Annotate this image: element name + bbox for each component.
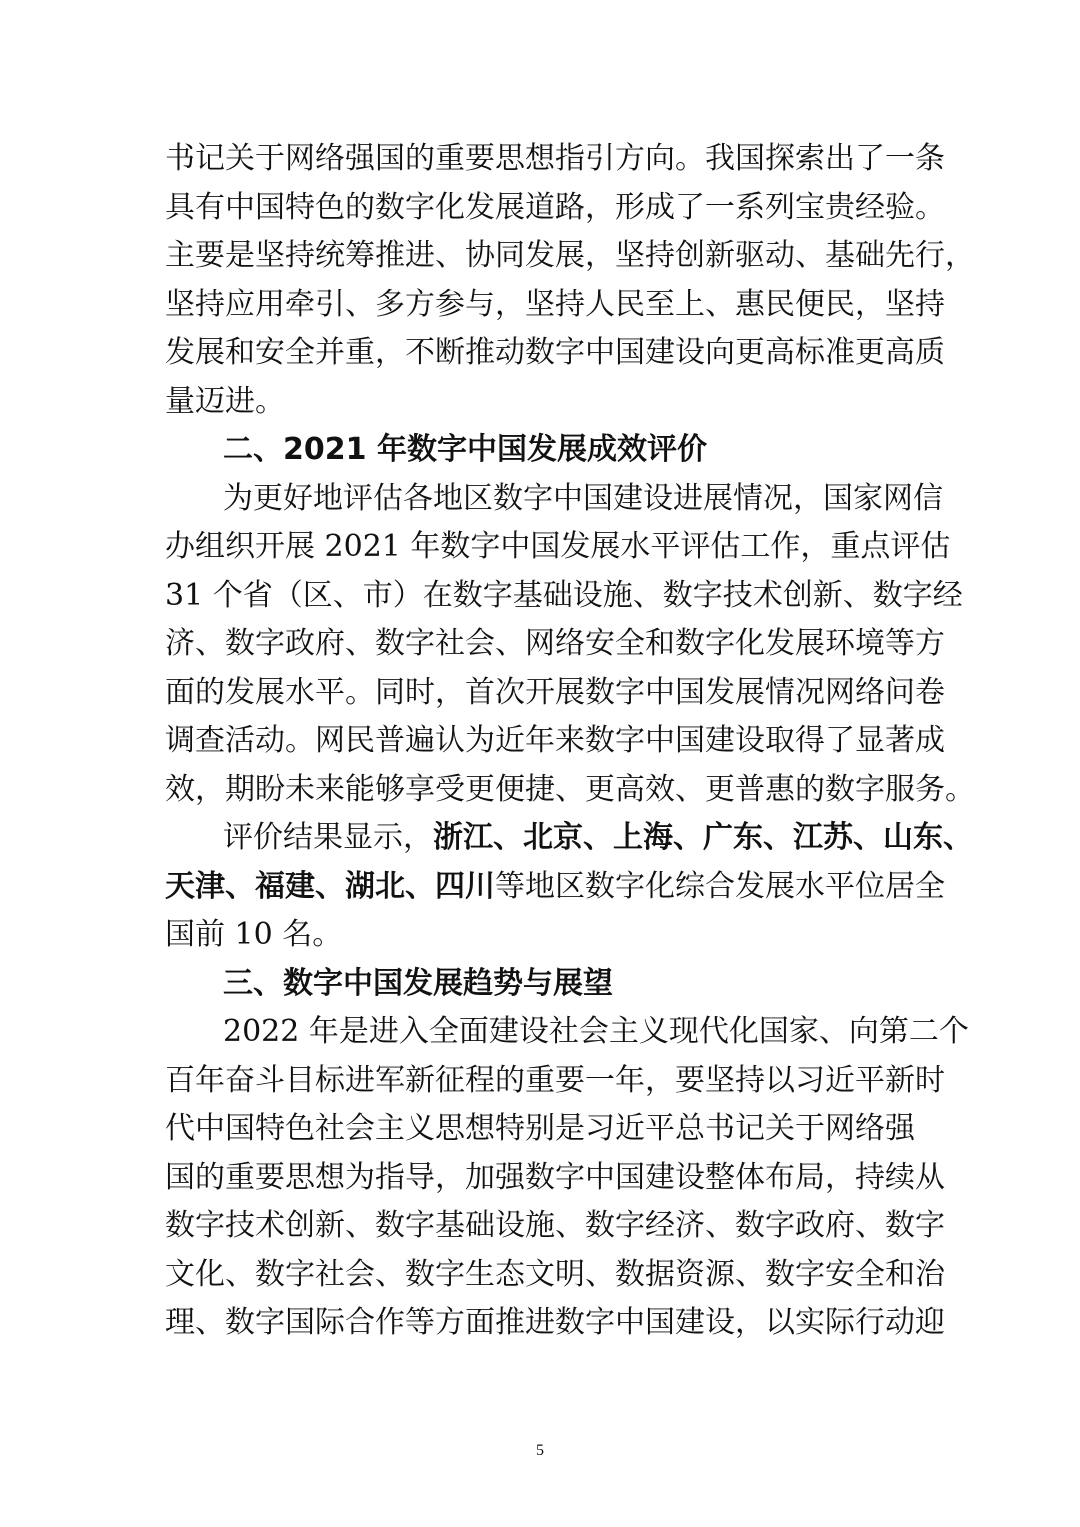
top-regions-list: 天津、福建、湖北、四川 bbox=[165, 868, 495, 904]
text-line: 文化、数字社会、数字生态文明、数据资源、数字安全和治 bbox=[165, 1256, 945, 1292]
paragraph-evaluation bbox=[165, 475, 975, 815]
page-number: 5 bbox=[536, 1442, 544, 1459]
section-heading-2021-evaluation: 二、2021 年数字中国发展成效评价 bbox=[223, 432, 707, 467]
text-line: 国前 10 名。 bbox=[165, 917, 343, 952]
result-text: 等地区数字化综合发展水平位居全 bbox=[495, 868, 945, 904]
text-line: 理、数字国际合作等方面推进数字中国建设，以实际行动迎 bbox=[165, 1305, 945, 1340]
text-line: 书记关于网络强国的重要思想指引方向。我国探索出了一条 bbox=[165, 141, 945, 176]
text-line: 发展和安全并重，不断推动数字中国建设向更高标准更高质 bbox=[165, 335, 945, 370]
text-line: 数字技术创新、数字基础设施、数字经济、数字政府、数字 bbox=[165, 1208, 945, 1243]
text-line: 面的发展水平。同时，首次开展数字中国发展情况网络问卷 bbox=[165, 674, 945, 710]
text-line: 代中国特色社会主义思想特别是习近平总书记关于网络强 bbox=[165, 1111, 915, 1146]
text-line bbox=[165, 814, 973, 863]
text-line: 济、数字政府、数字社会、网络安全和数字化发展环境等方 bbox=[165, 626, 945, 661]
paragraph-intro bbox=[165, 135, 975, 426]
text-line: 百年奋斗目标进军新征程的重要一年，要坚持以习近平新时 bbox=[165, 1062, 945, 1098]
text-line: 量迈进。 bbox=[165, 383, 285, 419]
paragraph-outlook bbox=[165, 1008, 969, 1348]
text-line: 效，期盼未来能够享受更便捷、更高效、更普惠的数字服务。 bbox=[165, 771, 975, 807]
result-intro-text: 评价结果显示， bbox=[223, 820, 433, 855]
section-heading-trends: 三、数字中国发展趋势与展望 bbox=[223, 965, 613, 1001]
document-body bbox=[165, 135, 975, 1348]
text-line: 具有中国特色的数字化发展道路，形成了一系列宝贵经验。 bbox=[165, 189, 945, 225]
text-line: 办组织开展 2021 年数字中国发展水平评估工作，重点评估 bbox=[165, 529, 951, 564]
text-line bbox=[165, 863, 945, 912]
text-line: 31 个省（区、市）在数字基础设施、数字技术创新、数字经 bbox=[165, 577, 963, 613]
text-line: 主要是坚持统筹推进、协同发展，坚持创新驱动、基础先行， bbox=[165, 238, 975, 273]
text-line: 为更好地评估各地区数字中国建设进展情况，国家网信 bbox=[223, 480, 943, 516]
text-line: 坚持应用牵引、多方参与，坚持人民至上、惠民便民，坚持 bbox=[165, 286, 945, 322]
paragraph-ranking-result bbox=[165, 814, 973, 960]
text-line: 2022 年是进入全面建设社会主义现代化国家、向第二个 bbox=[223, 1014, 969, 1049]
top-regions-list: 浙江、北京、上海、广东、江苏、山东、 bbox=[433, 820, 973, 855]
text-line: 国的重要思想为指导，加强数字中国建设整体布局，持续从 bbox=[165, 1159, 945, 1195]
text-line: 调查活动。网民普遍认为近年来数字中国建设取得了显著成 bbox=[165, 723, 945, 758]
